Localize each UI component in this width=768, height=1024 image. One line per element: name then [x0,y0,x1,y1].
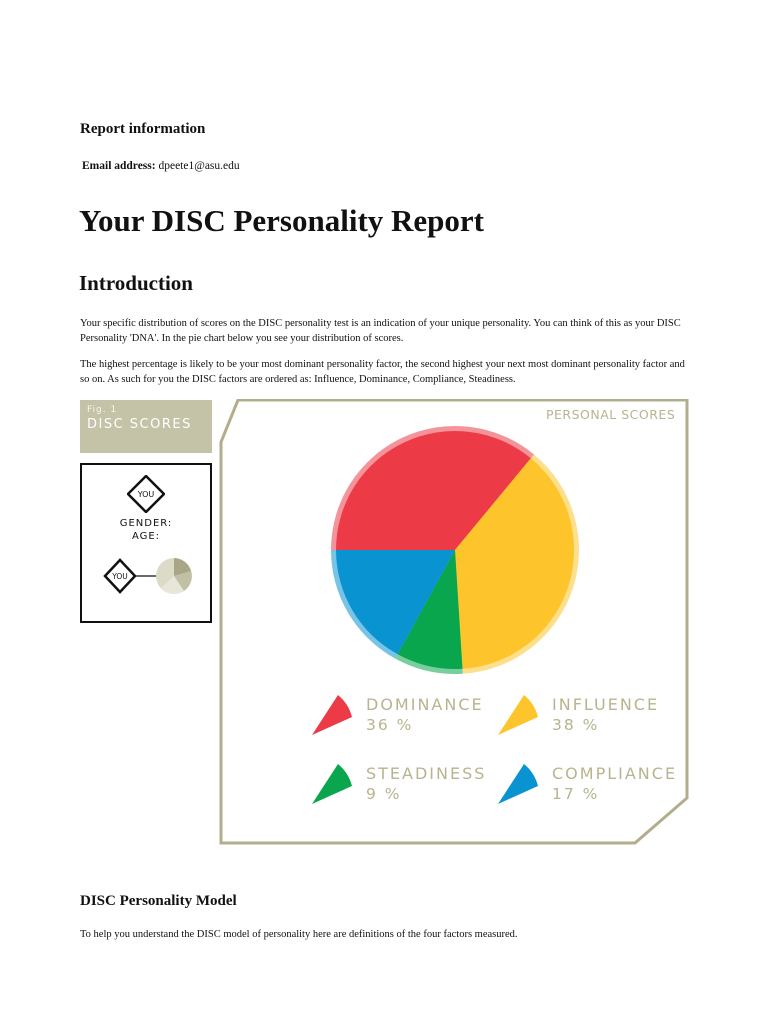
email-line [82,160,240,172]
page-title: Your DISC Personality Report [79,203,484,238]
model-paragraph: To help you understand the DISC model of personality here are definitions of the four factors measured. [80,929,518,940]
legend-value-steadiness: 9 % [366,785,402,803]
report-info-heading: Report information [80,121,206,137]
legend-label-steadiness: STEADINESS [366,764,487,783]
email-label: Email address: [82,160,156,172]
figure-legend-box [80,463,212,623]
figure-label-box [80,400,212,453]
you-label-bottom: YOU [112,572,128,581]
you-mini-pie-icon [102,557,194,595]
disc-pie-chart [320,417,590,687]
legend-label-compliance: COMPLIANCE [552,764,678,783]
intro-paragraph-1: Your specific distribution of scores on the DISC personality test is an indication of your unique personality. You can think of this as your DISC Personality 'DNA'. In the pie chart below you see your distribution of scores. [80,318,681,344]
age-label: AGE: [131,531,161,542]
figure-number: Fig. 1 [87,405,118,415]
you-diamond-icon [127,475,165,513]
email-value: dpeete1@asu.edu [158,160,240,172]
model-heading: DISC Personality Model [80,893,237,909]
legend-value-compliance: 17 % [552,785,600,803]
you-label-top: YOU [137,490,155,499]
steadiness-wedge-icon [310,762,356,808]
intro-paragraph-2: The highest percentage is likely to be your most dominant personality factor, the second highest your next most dominant personality factor and so on. As such for you the DISC factors are ordered as: Influence, Dominance, Compliance, Steadiness. [80,359,685,385]
dominance-wedge-icon [310,693,356,739]
gender-label: GENDER: [119,518,173,529]
legend-label-influence: INFLUENCE [552,695,660,714]
legend-label-dominance: DOMINANCE [366,695,484,714]
intro-heading: Introduction [79,271,193,295]
compliance-wedge-icon [496,762,542,808]
influence-wedge-icon [496,693,542,739]
personal-scores-label: PERSONAL SCORES [546,407,676,422]
legend-value-influence: 38 % [552,716,600,734]
legend-value-dominance: 36 % [366,716,414,734]
gender-age-label [82,517,210,543]
figure-title: DISC SCORES [87,417,192,432]
